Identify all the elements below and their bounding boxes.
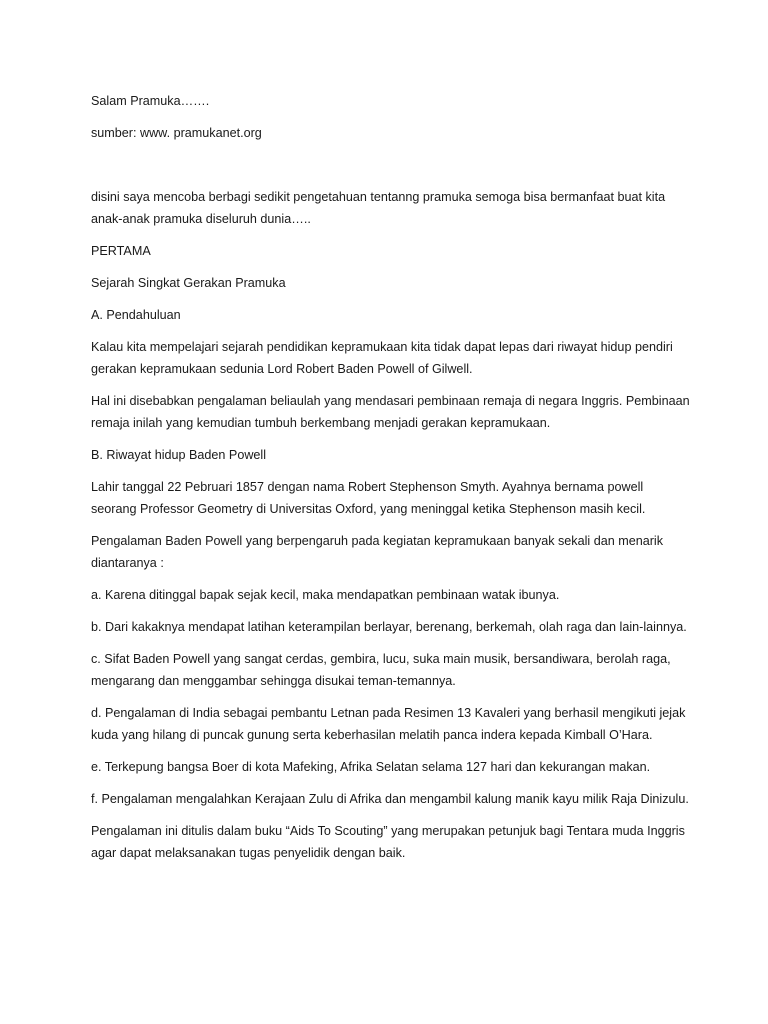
- document-body: [91, 90, 691, 874]
- paragraph-a2: Hal ini disebabkan pengalaman beliaulah yang mendasari pembinaan remaja di negara Inggris. Pembinaan remaja inilah yang kemudian tumbuh berkembang menjadi gerakan kepramukaan.: [91, 394, 690, 430]
- source-line: sumber: www. pramukanet.org: [91, 126, 262, 140]
- paragraph-b2: Pengalaman Baden Powell yang berpengaruh pada kegiatan kepramukaan banyak sekali dan menarik diantaranya :: [91, 534, 664, 570]
- list-item-b: b. Dari kakaknya mendapat latihan keterampilan berlayar, berenang, berkemah, olah raga dan lain-lainnya.: [91, 620, 687, 634]
- list-item-d: d. Pengalaman di India sebagai pembantu Letnan pada Resimen 13 Kavaleri yang berhasil mengikuti jejak kuda yang hilang di puncak gunung serta keberhasilan melatih panca indera kepada Kimball O’Hara.: [91, 706, 686, 742]
- heading-pendahuluan: A. Pendahuluan: [91, 308, 181, 322]
- intro-paragraph: disini saya mencoba berbagi sedikit pengetahuan tentanng pramuka semoga bisa bermanfaat buat kita anak-anak pramuka diseluruh dunia…..: [91, 190, 666, 226]
- greeting-line: Salam Pramuka…….: [91, 94, 210, 108]
- closing-paragraph: Pengalaman ini ditulis dalam buku “Aids To Scouting” yang merupakan petunjuk bagi Tentara muda Inggris agar dapat melaksanakan tugas penyelidik dengan baik.: [91, 824, 685, 860]
- list-item-e: e. Terkepung bangsa Boer di kota Mafeking, Afrika Selatan selama 127 hari dan kekurangan makan.: [91, 760, 651, 774]
- paragraph-b1: Lahir tanggal 22 Pebruari 1857 dengan nama Robert Stephenson Smyth. Ayahnya bernama powell seorang Professor Geometry di Universitas Oxford, yang meninggal ketika Stephenson masih kecil.: [91, 480, 646, 516]
- heading-riwayat-hidup: B. Riwayat hidup Baden Powell: [91, 448, 267, 462]
- spacer: [91, 154, 691, 186]
- list-item-f: f. Pengalaman mengalahkan Kerajaan Zulu di Afrika dan mengambil kalung manik kayu milik Raja Dinizulu.: [91, 792, 689, 806]
- list-item-a: a. Karena ditinggal bapak sejak kecil, maka mendapatkan pembinaan watak ibunya.: [91, 588, 560, 602]
- paragraph-a1: Kalau kita mempelajari sejarah pendidikan kepramukaan kita tidak dapat lepas dari riwayat hidup pendiri gerakan kepramukaan sedunia Lord Robert Baden Powell of Gilwell.: [91, 340, 673, 376]
- section-title: Sejarah Singkat Gerakan Pramuka: [91, 276, 286, 290]
- section-label: PERTAMA: [91, 244, 151, 258]
- list-item-c: c. Sifat Baden Powell yang sangat cerdas, gembira, lucu, suka main musik, bersandiwara, berolah raga, mengarang dan menggambar sehingga disukai teman-temannya.: [91, 652, 671, 688]
